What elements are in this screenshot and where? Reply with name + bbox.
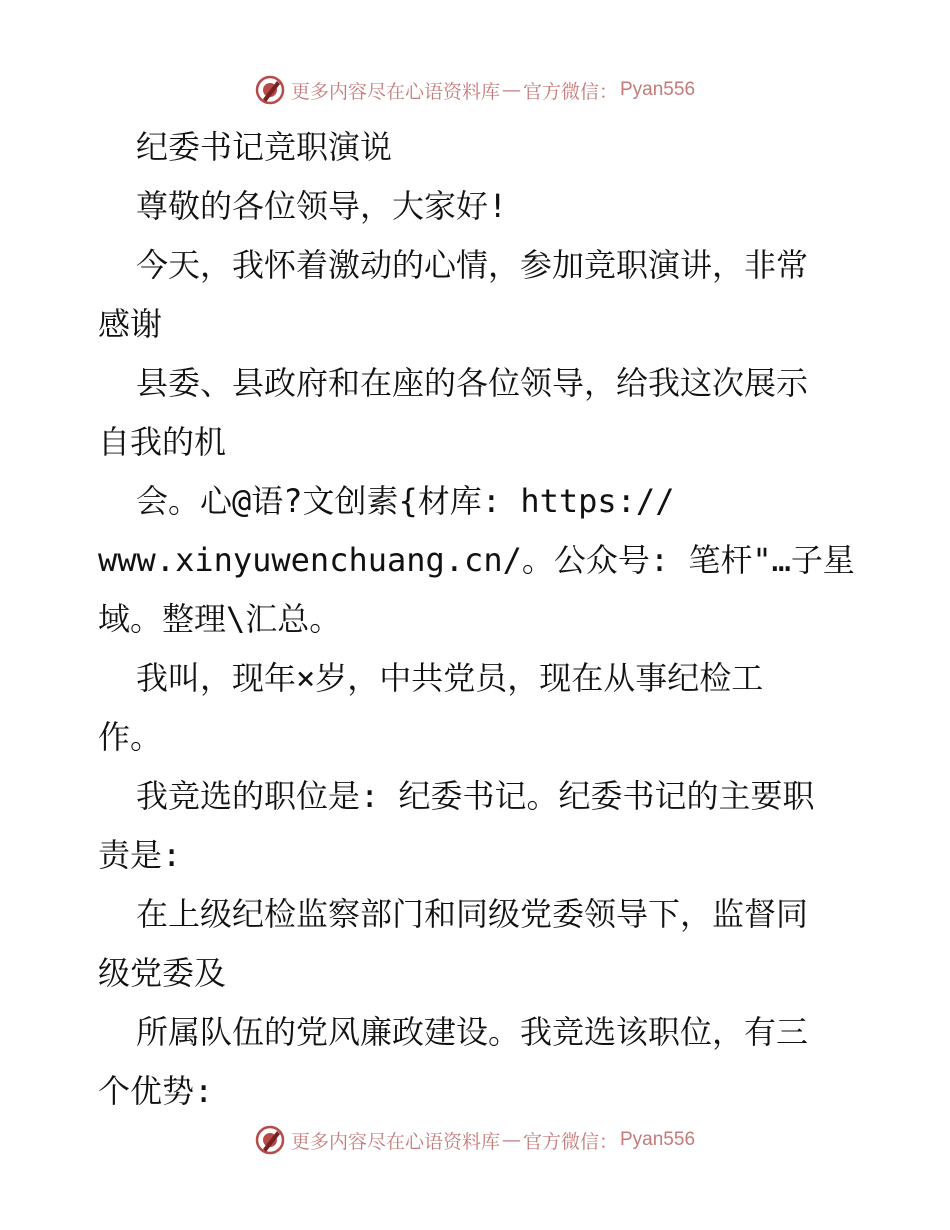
text-line: 自我的机: [98, 423, 227, 461]
banner-wechat-id: Pyan556: [620, 79, 696, 100]
banner-wechat-label: 官方微信：: [522, 80, 618, 103]
banner-wechat-label: 官方微信：: [522, 1130, 618, 1153]
banner-separator: —: [501, 79, 521, 101]
text-line: 个优势:: [98, 1072, 214, 1110]
banner-text: 更多内容尽在心语资料库: [290, 1130, 500, 1153]
text-line: 在上级纪检监察部门和同级党委领导下，监督同: [136, 895, 809, 933]
text-line: 县委、县政府和在座的各位领导，给我这次展示: [136, 364, 809, 402]
pen-logo-icon: [255, 75, 285, 105]
text-line: 今天，我怀着激动的心情，参加竞职演讲，非常: [136, 246, 809, 284]
text-line: 级党委及: [98, 954, 227, 992]
banner-text: 更多内容尽在心语资料库: [290, 80, 500, 103]
document-title: 纪委书记竞职演说: [136, 128, 393, 166]
banner-separator: —: [501, 1129, 521, 1151]
text-line: 尊敬的各位领导，大家好!: [136, 187, 508, 225]
text-line: 域。整理\汇总。: [98, 600, 342, 638]
header-banner: [0, 70, 950, 110]
banner-wechat-id: Pyan556: [620, 1129, 696, 1150]
text-line: 我叫，现年×岁，中共党员，现在从事纪检工: [136, 659, 764, 697]
text-line: 我竞选的职位是: 纪委书记。纪委书记的主要职: [136, 777, 815, 815]
text-line: 责是:: [98, 836, 182, 874]
text-line: www.xinyuwenchuang.cn/。公众号: 笔杆"…子星: [98, 541, 855, 579]
text-line: 感谢: [98, 305, 163, 343]
footer-banner: [0, 1120, 950, 1160]
text-line: 会。心@语?文创素{材库: https://: [136, 482, 675, 520]
text-line: 所属队伍的党风廉政建设。我竞选该职位，有三: [136, 1013, 809, 1051]
text-line: 作。: [98, 718, 163, 756]
pen-logo-icon: [255, 1125, 285, 1155]
